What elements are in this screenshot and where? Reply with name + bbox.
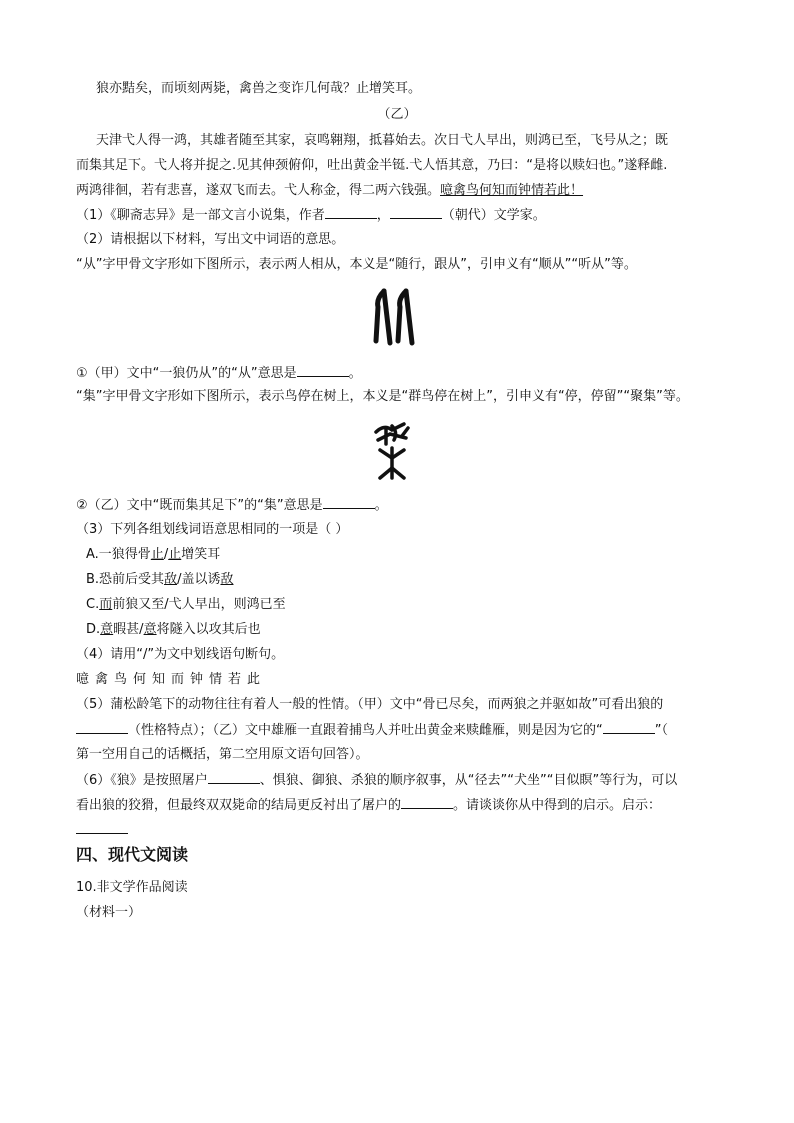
underlined-word: 而 [99, 597, 113, 612]
question-1 [76, 204, 726, 227]
question-1-text: （1）《聊斋志异》是一部文言小说集，作者 [76, 208, 325, 223]
ji-description: “集”字甲骨文字形如下图所示，表示鸟停在树上，本义是“群鸟停在树上”，引申义有“停，停留”“聚集”等。 [76, 389, 689, 404]
underlined-sentence: 噫禽鸟何知而钟情若此！ [440, 183, 584, 198]
answer-blank-author[interactable] [325, 204, 377, 219]
question-2-1-text: ①（甲）文中“一狼仍从”的“从”意思是 [76, 366, 297, 381]
answer-blank-wolf-trait[interactable] [76, 719, 128, 734]
answer-blank-cong[interactable] [297, 362, 349, 377]
section-4-heading: 四、现代文阅读 [76, 845, 189, 864]
ji-oracle-bone-icon [368, 418, 416, 484]
option-d[interactable]: D.意暇甚/意将隧入以攻其后也 [86, 622, 261, 637]
passage-b-line1: 天津弋人得一鸿，其雄者随至其家，哀鸣翱翔，抵暮始去。次日弋人早出，则鸿已至，飞号从之；既 [96, 133, 669, 148]
passage-b-label: （乙） [377, 107, 417, 122]
question-2-2-tail: 。 [374, 498, 388, 513]
cong-oracle-bone-icon [368, 285, 424, 347]
underlined-word: 意 [143, 622, 157, 637]
option-b[interactable]: B.恐前后受其敌/盖以诱敌 [86, 572, 234, 587]
question-6-line2: 看出狼的狡猾，但最终双双毙命的结局更反衬出了屠户的 。请谈谈你从中得到的启示。启示： [76, 794, 726, 817]
question-2-1 [76, 362, 726, 385]
question-5-line1: （5）蒲松龄笔下的动物往往有着人一般的性情。（甲）文中“骨已尽矣，而两狼之并驱如故”可看出狼的 [76, 697, 664, 712]
question-4-sentence[interactable]: 噫禽鸟何知而钟情若此 [76, 672, 267, 687]
question-4: （4）请用“/”为文中划线语句断句。 [76, 647, 285, 662]
question-2-intro: （2）请根据以下材料，写出文中词语的意思。 [76, 232, 345, 247]
question-1-sep: ， [376, 208, 390, 223]
question-6-line3 [76, 819, 726, 842]
passage-b-line3 [76, 180, 726, 202]
cong-description: “从”字甲骨文字形如下图所示，表示两人相从，本义是“随行，跟从”，引申义有“顺从”“听从”等。 [76, 257, 637, 272]
question-2-2-text: ②（乙）文中“既而集其足下”的“集”意思是 [76, 498, 323, 513]
answer-blank-goose-quote[interactable] [603, 719, 655, 734]
underlined-word: 止 [168, 547, 182, 562]
question-3: （3）下列各组划线词语意思相同的一项是（ ） [76, 522, 349, 537]
underlined-word: 止 [150, 547, 164, 562]
underlined-word: 敌 [220, 572, 234, 587]
answer-blank-encounter[interactable] [208, 769, 260, 784]
passage-b-line2: 而集其足下。弋人将并捉之.见其伸颈俯仰，吐出黄金半铤.弋人悟其意，乃曰：“是将以赎妇也。”遂释雌. [76, 158, 668, 173]
answer-blank-butcher-trait[interactable] [401, 794, 453, 809]
question-2-1-tail: 。 [348, 366, 362, 381]
question-5-line2: （性格特点）；（乙）文中雄雁一直跟着捕鸟人并吐出黄金来赎雌雁，则是因为它的“ ”（ [76, 719, 726, 742]
question-6-line1: （6）《狼》是按照屠户 、惧狼、御狼、杀狼的顺序叙事，从“径去”“犬坐”“目似瞑”等行为，可以 [76, 769, 726, 792]
option-c[interactable]: C.而前狼又至/弋人早出，则鸿已至 [86, 597, 286, 612]
option-a[interactable]: A.一狼得骨止/止增笑耳 [86, 547, 221, 562]
answer-blank-ji[interactable] [323, 494, 375, 509]
material-1-label: （材料一） [76, 905, 142, 920]
answer-blank-insight[interactable] [76, 819, 128, 834]
passage-b-line3-text: 两鸿徘徊，若有悲喜，遂双飞而去。弋人称金，得二两六钱强。 [76, 183, 441, 198]
passage-a-ending: 狼亦黠矣，而顷刻两毙，禽兽之变诈几何哉？止增笑耳。 [96, 81, 422, 96]
underlined-word: 敌 [164, 572, 178, 587]
question-10: 10.非文学作品阅读 [76, 880, 188, 895]
question-5-line3: 第一空用自己的话概括，第二空用原文语句回答）。 [76, 747, 369, 762]
question-1-tail: （朝代）文学家。 [441, 208, 546, 223]
underlined-word: 意 [100, 622, 114, 637]
question-2-2 [76, 494, 726, 517]
answer-blank-dynasty[interactable] [390, 204, 442, 219]
